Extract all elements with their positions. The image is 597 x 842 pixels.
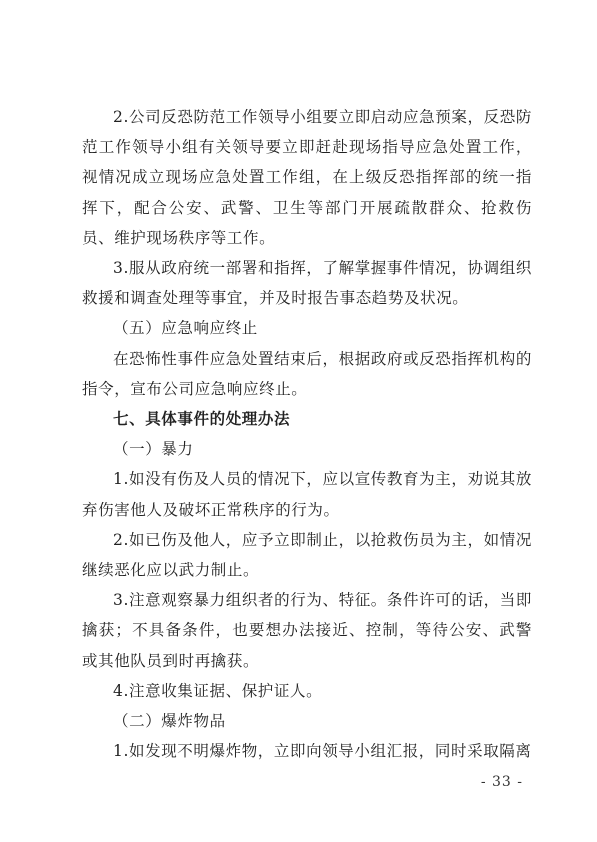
paragraph-termination: 在恐怖性事件应急处置结束后，根据政府或反恐指挥机构的指令，宣布公司应急响应终止。 bbox=[82, 349, 532, 398]
section-heading-response-termination: （五）应急响应终止 bbox=[113, 319, 258, 338]
paragraph-item-3: 3.服从政府统一部署和指挥，了解掌握事件情况，协调组织救援和调查处理等事宜，并及时报告事态趋势及状况。 bbox=[82, 259, 532, 308]
paragraph-violence-4: 4.注意收集证据、保护证人。 bbox=[113, 681, 323, 700]
section-heading-explosives: （二）爆炸物品 bbox=[113, 712, 226, 731]
page-number: - 33 - bbox=[480, 774, 523, 790]
paragraph-item-2: 2.公司反恐防范工作领导小组要立即启动应急预案，反恐防范工作领导小组有关领导要立即赶赴现场指导应急处置工作，视情况成立现场应急处置工作组，在上级反恐指挥部的统一指挥下，配合公安、武警、卫生等部门开展疏散群众、抢救伤员、维护现场秩序等工作。 bbox=[82, 108, 532, 247]
chapter-heading-specific-events: 七、具体事件的处理办法 bbox=[113, 409, 291, 429]
paragraph-explosives-1: 1.如发现不明爆炸物，立即向领导小组汇报，同时采取隔离 bbox=[113, 742, 532, 761]
document-body bbox=[82, 102, 532, 766]
paragraph-violence-3: 3.注意观察暴力组织者的行为、特征。条件许可的话，当即擒获；不具备条件，也要想办法接近、控制，等待公安、武警或其他队员到时再擒获。 bbox=[82, 591, 532, 670]
section-heading-violence: （一）暴力 bbox=[113, 440, 194, 459]
paragraph-violence-2: 2.如已伤及他人，应予立即制止，以抢救伤员为主，如情况继续恶化应以武力制止。 bbox=[82, 530, 532, 580]
paragraph-violence-1: 1.如没有伤及人员的情况下，应以宣传教育为主，劝说其放弃伤害他人及破坏正常秩序的行为。 bbox=[82, 470, 532, 519]
